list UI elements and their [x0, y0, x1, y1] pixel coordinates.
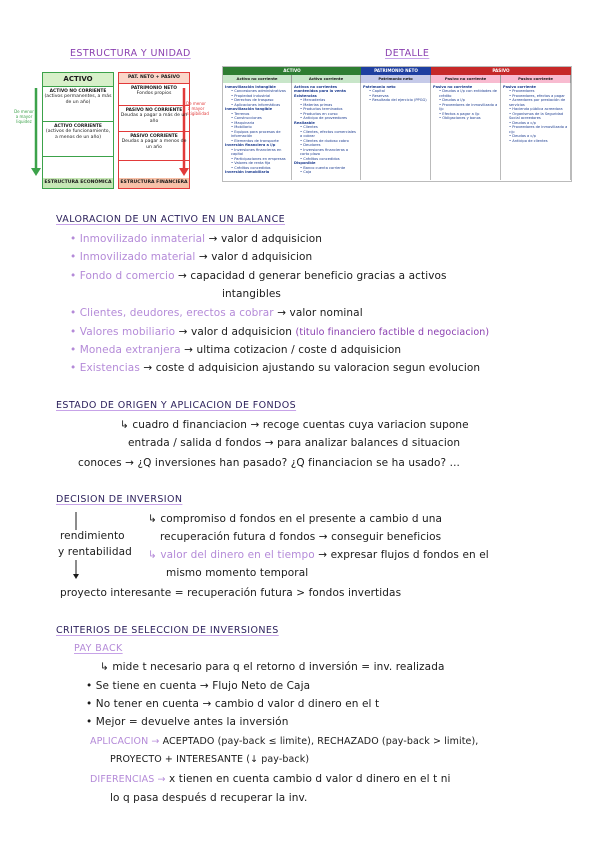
sub-activo-c: Activo corriente [292, 75, 361, 83]
payback-line: ↳ mide t necesario para q el retorno d inversión = inv. realizada [100, 661, 445, 673]
detail-item-text: Hacienda pública acreedora [512, 107, 563, 112]
detail-column [431, 83, 501, 180]
bullet-icon: • [300, 125, 304, 130]
pn-title: PATRIMONIO NETO [131, 85, 177, 91]
detail-item-text: Mercaderías [303, 98, 326, 103]
detail-item-text: Propiedad industrial [234, 93, 271, 98]
detail-group-title: Inversión financiera a l/p [225, 143, 276, 148]
detail-item-text: Aplicaciones informáticas [234, 102, 281, 107]
detail-table [222, 66, 572, 182]
activo-c-title: ACTIVO CORRIENTE [54, 123, 102, 129]
activo-nc-title: ACTIVO NO CORRIENTE [49, 88, 107, 94]
sub-activo-nc: Activo no corriente [223, 75, 292, 83]
payback-heading: PAY BACK [74, 643, 123, 654]
detail-item-text: Anticipo de proveedores [303, 116, 348, 121]
bullet-icon: • [231, 120, 235, 125]
bullet-icon: • [300, 170, 304, 175]
detail-item-text: Derechos de traspaso [234, 98, 274, 103]
bullet-icon: • [509, 93, 513, 98]
activo-nc-desc: (activos permanentes, a más de un año) [44, 94, 112, 105]
bullet-icon: • [231, 111, 235, 116]
pnc-title: PASIVO NO CORRIENTE [125, 107, 183, 113]
estado-heading: ESTADO DE ORIGEN Y APLICACION DE FONDOS [56, 400, 297, 411]
detail-item-text: Efectos a pagar a l/p [442, 111, 480, 116]
detail-group-title: Disponible [294, 161, 316, 166]
detail-item-text: Productos terminados [303, 107, 343, 112]
pasivo-corriente [119, 132, 189, 161]
bullet-icon: • [231, 102, 235, 107]
bullet-icon: • [369, 98, 373, 103]
payback-bullet: • No tener en cuenta → cambio d valor d dinero en el t [86, 698, 380, 710]
patrimonio-neto [119, 84, 189, 106]
bullet-icon: • [231, 116, 235, 121]
detail-item [503, 98, 568, 107]
detail-item-text: Proveedores, efectos a pagar [512, 93, 565, 98]
estado-line: ↳ cuadro d financiacion → recoge cuentas cuya variacion supone [120, 419, 469, 431]
detail-group-title: Activos no corrientes mantenidos para la venta [294, 85, 346, 94]
detail-item-text: Reservas [372, 93, 389, 98]
bullet-icon: • [231, 156, 235, 161]
valoracion-item: • Inmovilizado material → valor d adquisicion [70, 251, 313, 263]
detail-group-title: Inmovilización tangible [225, 107, 273, 112]
bullet-icon: • [439, 89, 443, 94]
detail-table-body [223, 83, 571, 180]
estado-line: conoces → ¿Q inversiones han pasado? ¿Q financiacion se ha usado? ... [78, 457, 460, 469]
bullet-icon: • [231, 147, 235, 152]
bullet-icon: • [509, 125, 513, 130]
detail-group-title: Realizable [294, 120, 315, 125]
detail-item [225, 148, 289, 157]
detail-item-text: Banco cuenta corriente [303, 165, 346, 170]
detail-item [225, 130, 289, 139]
detail-group-title: Pasivo corriente [503, 85, 536, 89]
detail-item [363, 98, 428, 102]
detail-item-text: Deudores [303, 143, 321, 148]
bullet-icon: • [231, 93, 235, 98]
bullet-icon: • [231, 161, 235, 166]
bullet-icon: • [231, 98, 235, 103]
detail-item-text: Inversiones financieras a corto plazo [300, 147, 349, 157]
valoracion-item: • Fondo d comercio → capacidad d generar beneficio gracias a activos [70, 270, 447, 282]
detail-item-text: Materias primas [303, 102, 333, 107]
detail-group-title: Pasivo no corriente [433, 85, 473, 89]
detail-group-title: Existencias [294, 93, 317, 98]
table-header-activo: ACTIVO [223, 67, 361, 75]
detail-item [433, 89, 498, 98]
detail-column [292, 83, 361, 180]
detail-item-text: Elementos de transporte [234, 138, 279, 143]
detail-item-text: Participaciones en empresas [234, 156, 286, 161]
detail-item-text: Deudas a l/p con entidades de crédito [439, 89, 498, 98]
decision-line: ↳ compromiso d fondos en el presente a cambio d una [148, 513, 443, 525]
rendimiento-label: rendimiento [60, 530, 125, 542]
bullet-icon: • [369, 93, 373, 98]
bullet-icon: • [70, 362, 80, 374]
table-header-pasivo: PASIVO [431, 67, 571, 75]
aplicacion-line-2: PROYECTO + INTERESANTE (↓ pay-back) [110, 754, 310, 765]
bullet-icon: • [300, 111, 304, 116]
decision-conclusion: proyecto interesante = recuperación futura > fondos invertidas [60, 587, 402, 599]
payback-bullet: • Se tiene en cuenta → Flujo Neto de Caja [86, 680, 311, 692]
detail-item-text: Resultado del ejercicio (PPGG) [372, 98, 427, 103]
bullet-icon: • [509, 111, 513, 116]
pc-title: PASIVO CORRIENTE [130, 133, 178, 139]
bullet-icon: • [439, 102, 443, 107]
bullet-icon: • [300, 156, 304, 161]
valoracion-item: • Clientes, deudores, erectos a cobrar → valor nominal [70, 307, 363, 319]
decision-bracket [72, 510, 80, 580]
diferencias-line-2: lo q pasa después d recuperar la inv. [110, 792, 308, 804]
detail-item [433, 103, 498, 112]
valoracion-item: • Moneda extranjera → ultima cotizacion / coste d adquisicion [70, 344, 402, 356]
detail-item-text: Equipos para procesos de información [231, 129, 281, 139]
bullet-icon: • [231, 125, 235, 130]
detail-item-text: Clientes [303, 125, 318, 130]
valoracion-item: • Valores mobiliario → valor d adquisicion (titulo financiero factible d negociacion) [70, 326, 490, 338]
detail-item-text: Proveedores [512, 89, 535, 94]
detail-item [294, 170, 358, 174]
bullet-icon: • [509, 89, 513, 94]
decision-heading: DECISION DE INVERSION [56, 494, 183, 505]
detail-item [503, 125, 568, 134]
detail-item-text: Valores de renta fija [234, 161, 271, 166]
estructura-financiera: ESTRUCTURA FINANCIERA [119, 178, 189, 188]
detail-item-text: Clientes de dudoso cobro [303, 138, 349, 143]
detail-item-text: Terrenos [234, 111, 250, 116]
diferencias-line: DIFERENCIAS → x tienen en cuenta cambio d valor d dinero en el t ni [90, 773, 451, 785]
estado-line: entrada / salida d fondos → para analizar balances d situacion [128, 437, 461, 449]
decision-line: mismo momento temporal [166, 567, 309, 579]
rentabilidad-label: y rentabilidad [58, 546, 132, 558]
detail-group-title: Inversión inmobiliaria [225, 170, 270, 175]
detail-column [223, 83, 292, 180]
bullet-icon: • [70, 270, 80, 282]
bullet-icon: • [86, 680, 96, 692]
detail-item-text: Deudas a l/p [442, 98, 465, 103]
detail-item [503, 139, 568, 143]
detail-item [294, 148, 358, 157]
detail-item-text: Organismos de la Seguridad Social acreedores [509, 111, 564, 121]
detail-item-text: Deudas a c/p [512, 134, 536, 139]
detail-item [433, 116, 498, 120]
bullet-icon: • [300, 107, 304, 112]
decision-line: ↳ valor del dinero en el tiempo → expresar flujos d fondos en el [148, 549, 489, 561]
bullet-icon: • [300, 129, 304, 134]
sub-pasivo-nc: Pasivo no corriente [431, 75, 501, 83]
bullet-icon: • [509, 134, 513, 139]
detail-item-text: Productos en curso [303, 111, 338, 116]
activo-no-corriente [43, 87, 113, 122]
detail-item [503, 112, 568, 121]
bullet-icon: • [509, 107, 513, 112]
detail-item-text: Créditos concedidos [303, 156, 340, 161]
bullet-icon: • [300, 147, 304, 152]
estructura-economica: ESTRUCTURA ECONÓMICA [43, 178, 113, 188]
bullet-icon: • [509, 98, 513, 103]
detail-column [501, 83, 571, 180]
detail-item-text: Maquinaria [234, 120, 255, 125]
bullet-icon: • [70, 326, 80, 338]
detail-item-text: Inversiones financieras en capital [231, 147, 282, 157]
bullet-icon: • [70, 233, 80, 245]
structure-diagram [14, 68, 209, 192]
bullet-icon: • [86, 716, 96, 728]
valoracion-heading: VALORACION DE UN ACTIVO EN UN BALANCE [56, 214, 285, 225]
bullet-icon: • [300, 143, 304, 148]
payback-bullet: • Mejor = devuelve antes la inversión [86, 716, 289, 728]
activo-title: ACTIVO [43, 73, 113, 87]
detail-column [361, 83, 431, 180]
bullet-icon: • [439, 111, 443, 116]
table-header-pn: PATRIMONIO NETO [361, 67, 431, 75]
bullet-icon: • [231, 89, 235, 94]
liquidez-label: De menor a mayor liquidez [14, 109, 34, 124]
detail-item-text: Caja [303, 170, 312, 175]
bullet-icon: • [300, 138, 304, 143]
sub-pn: Patrimonio neto [361, 75, 431, 83]
detail-item-text: Anticipo de clientes [512, 138, 548, 143]
exigibilidad-label: De menor a mayor exigibilidad [186, 101, 209, 116]
detail-item-text: Capital [372, 89, 385, 94]
detail-item-text: Proveedores de inmovilizado a l/p [439, 102, 498, 112]
valoracion-item: • Inmovilizado inmaterial → valor d adquisicion [70, 233, 323, 245]
activo-c-desc: (activos de funcionamiento, a menos de un año) [45, 129, 111, 140]
sub-pasivo-c: Pasivo corriente [501, 75, 571, 83]
bullet-icon: • [231, 129, 235, 134]
bullet-icon: • [509, 120, 513, 125]
bullet-icon: • [231, 138, 235, 143]
detail-group-title: Inmovilización intangible [225, 85, 276, 89]
detail-item-text: Obligaciones y bonos [442, 116, 481, 121]
detail-group-title: Patrimonio neto [363, 85, 396, 89]
decision-line: recuperación futura d fondos → conseguir beneficios [160, 531, 442, 543]
valoracion-item-cont: intangibles [222, 288, 281, 300]
bullet-icon: • [300, 102, 304, 107]
valoracion-item: • Existencias → coste d adquisicion ajustando su valoracion segun evolucion [70, 362, 481, 374]
pnc-desc: Deudas a pagar a más de un año [120, 113, 188, 124]
bullet-icon: • [70, 251, 80, 263]
detail-item-text: Construcciones [234, 116, 262, 121]
bullet-icon: • [369, 89, 373, 94]
detail-item-text: Deudas a c/p [512, 120, 536, 125]
detail-item-text: Mobiliario [234, 125, 252, 130]
pasivo-no-corriente [119, 106, 189, 132]
pc-desc: Deudas a pagar a menos de un año [121, 139, 187, 150]
estructura-heading: ESTRUCTURA Y UNIDAD [70, 48, 191, 59]
detail-item-text: Clientes, efectos comerciales a cobrar [300, 129, 356, 139]
pasivo-title: PAT. NETO + PASIVO [119, 73, 189, 84]
detail-item-text: Acreedores por prestación de servicios [509, 98, 566, 107]
aplicacion-line: APLICACION → ACEPTADO (pay-back ≤ limite), RECHAZADO (pay-back > limite), [90, 736, 479, 747]
pasivo-column [118, 72, 190, 189]
bullet-icon: • [439, 116, 443, 121]
bullet-icon: • [231, 165, 235, 170]
detail-item [294, 130, 358, 139]
activo-column [42, 72, 114, 189]
bullet-icon: • [70, 307, 80, 319]
detail-item-text: Concesiones administrativas [234, 89, 286, 94]
pn-desc: Fondos propios [136, 91, 172, 97]
criterios-heading: CRITERIOS DE SELECCION DE INVERSIONES [56, 625, 279, 636]
bullet-icon: • [86, 698, 96, 710]
bullet-icon: • [509, 138, 513, 143]
detalle-heading: DETALLE [385, 48, 430, 59]
detail-item-text: Créditos concedidos [234, 165, 271, 170]
bullet-icon: • [300, 116, 304, 121]
bullet-icon: • [300, 98, 304, 103]
activo-corriente [43, 122, 113, 157]
bullet-icon: • [70, 344, 80, 356]
detail-item-text: Proveedores de inmovilizado a c/p [509, 125, 568, 134]
bullet-icon: • [300, 165, 304, 170]
bullet-icon: • [439, 98, 443, 103]
